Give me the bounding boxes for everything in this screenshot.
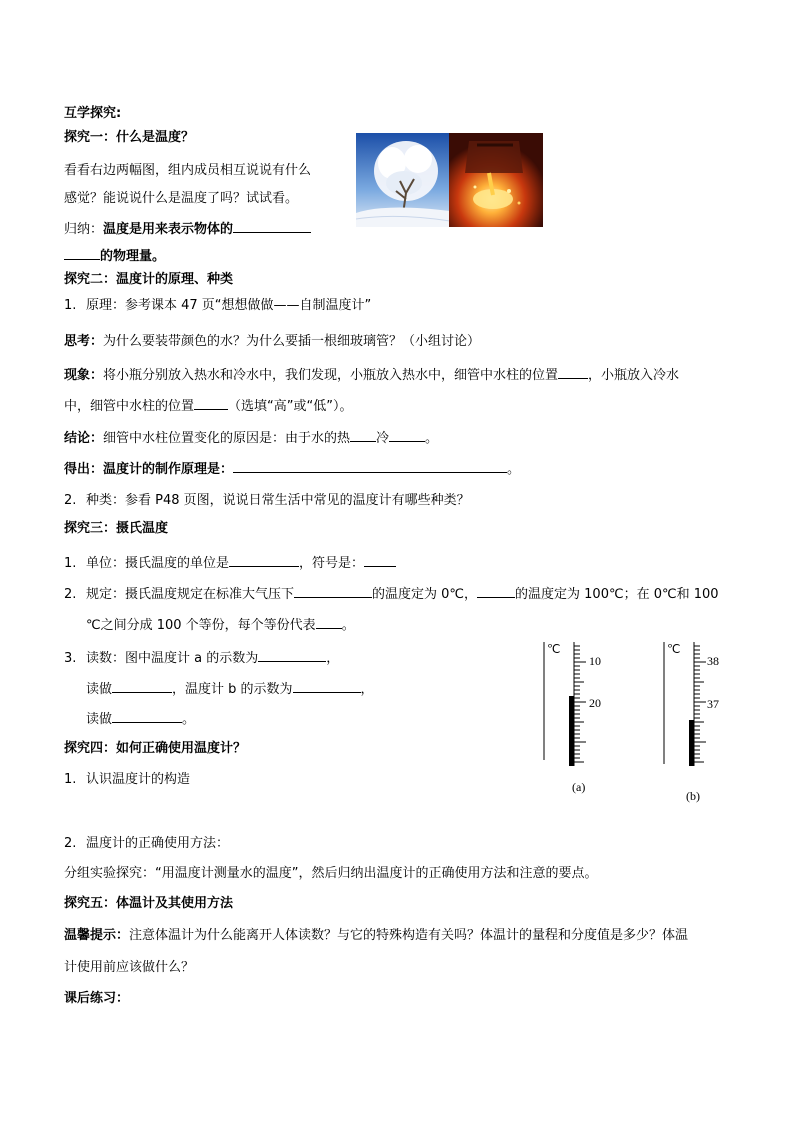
tip-text1: 注意体温计为什么能离开人体读数？与它的特殊构造有关吗？体温计的量程和分度值是多少？体温: [129, 928, 689, 943]
rule-blank-3[interactable]: [316, 614, 342, 629]
get-blank[interactable]: [233, 458, 507, 473]
therm-a-unit: ℃: [547, 642, 561, 656]
rule-blank-2[interactable]: [477, 583, 515, 598]
tip-line1: [64, 926, 688, 946]
unit-blank[interactable]: [229, 552, 299, 567]
rule-text2: 的温度定为 0℃，: [372, 587, 478, 602]
usage-line: [64, 834, 229, 854]
phenomenon-text1: 将小瓶分别放入热水和冷水中，我们发现，小瓶放入热水中，细管中水柱的位置: [103, 368, 559, 383]
read-blank-a-words[interactable]: [112, 678, 172, 693]
conclusion-blank[interactable]: [233, 218, 311, 233]
result-label: 结论：: [64, 431, 104, 446]
rule-num: 2.: [64, 587, 77, 602]
phenomenon-blank-cold[interactable]: [194, 395, 228, 410]
conclusion-label: 归纳：: [64, 222, 104, 237]
read-comma-2: ，: [360, 682, 374, 697]
read-line1: [64, 647, 339, 669]
item1-num: 1.: [64, 772, 77, 787]
result-text3: 。: [425, 431, 439, 446]
rule-text1: 规定：摄氏温度规定在标准大气压下: [86, 587, 295, 602]
phenomenon-text3: 中，细管中水柱的位置: [64, 399, 195, 414]
section3-title: 探究三：摄氏温度: [64, 521, 169, 536]
unit-text1: 单位：摄氏温度的单位是: [86, 556, 230, 571]
section1-line2: 感觉？能说说什么是温度了吗？试试看。: [64, 191, 299, 206]
read-text3: ，温度计 b 的示数为: [172, 682, 293, 697]
after-class-heading: 课后练习：: [64, 991, 130, 1006]
phenomenon-text2: ，小瓶放入冷水: [588, 368, 680, 383]
read-end: 。: [182, 712, 196, 727]
rule-text3: 的温度定为 100℃；在 0℃和 100: [515, 587, 719, 602]
read-line3: [86, 708, 195, 730]
read-line2: [86, 678, 374, 700]
mutual-heading: 互学探究:: [64, 106, 122, 121]
conclusion-text: 温度是用来表示物体的: [103, 222, 234, 237]
conclusion-tail: 的物理量。: [100, 249, 166, 264]
section1-conclusion-end: [64, 245, 165, 267]
rule-line2: [86, 614, 355, 636]
conclusion-blank-2[interactable]: [64, 245, 100, 260]
read-num: 3.: [64, 651, 77, 666]
section1-line1: 看看右边两幅图，组内成员相互说说有什么: [64, 163, 312, 178]
result-text2: 冷: [376, 431, 390, 446]
symbol-blank[interactable]: [364, 552, 396, 567]
therm-b-tick-top: 38: [707, 654, 719, 668]
tip-line2: 计使用前应该做什么？: [64, 960, 195, 975]
get-end: 。: [507, 462, 521, 477]
molten-metal-photo: [449, 133, 543, 227]
think-line: [64, 332, 480, 352]
section4-title: 探究四：如何正确使用温度计？: [64, 741, 247, 756]
item2-num: 2.: [64, 836, 77, 851]
result-blank-2[interactable]: [389, 427, 425, 442]
read-comma: ，: [326, 651, 340, 666]
therm-a-tick-bottom: 20: [589, 696, 601, 710]
result-text1: 细管中水柱位置变化的原因是：由于水的热: [103, 431, 351, 446]
result-line: [64, 427, 438, 449]
construct-line: [64, 770, 190, 790]
tip-label: 温馨提示：: [64, 928, 130, 943]
kinds-num: 2.: [64, 493, 77, 508]
thermometer-b: [660, 640, 730, 810]
principle-num: 1.: [64, 298, 77, 313]
kinds-text: 种类：参看 P48 页图，说说日常生活中常见的温度计有哪些种类？: [86, 493, 470, 508]
principle-line: [64, 296, 371, 316]
therm-a-caption: (a): [572, 780, 586, 794]
rule-line1: [64, 583, 719, 605]
principle-text: 原理：参考课本 47 页“想想做做——自制温度计”: [86, 298, 372, 313]
unit-num: 1.: [64, 556, 77, 571]
rule-text5: 。: [341, 618, 355, 633]
read-blank-b-words[interactable]: [112, 708, 182, 723]
kinds-line: [64, 491, 470, 511]
get-line: [64, 458, 520, 480]
phenomenon-label: 现象：: [64, 368, 104, 383]
rule-text4: ℃之间分成 100 个等份，每个等份代表: [86, 618, 316, 633]
think-text: 为什么要装带颜色的水？为什么要插一根细玻璃管？（小组讨论）: [103, 334, 481, 349]
group-experiment-line: 分组实验探究：“用温度计测量水的温度”，然后归纳出温度计的正确使用方法和注意的要点。: [64, 866, 598, 881]
therm-b-unit: ℃: [667, 642, 681, 656]
section2-title: 探究二：温度计的原理、种类: [64, 272, 234, 287]
read-text2: 读做: [86, 682, 113, 697]
section1-conclusion: [64, 218, 311, 240]
frost-tree-photo: [356, 133, 450, 227]
section5-title: 探究五：体温计及其使用方法: [64, 896, 234, 911]
get-label: 得出：: [64, 462, 104, 477]
phenomenon-line1: [64, 364, 679, 386]
read-text4: 读做: [86, 712, 113, 727]
read-text1: 读数：图中温度计 a 的示数为: [86, 651, 259, 666]
thermometer-a: [540, 640, 610, 800]
item1-text: 认识温度计的构造: [86, 772, 191, 787]
unit-line: [64, 552, 396, 574]
get-text: 温度计的制作原理是：: [103, 462, 234, 477]
read-blank-b-value[interactable]: [293, 678, 361, 693]
phenomenon-blank-hot[interactable]: [558, 364, 588, 379]
section1-title: 探究一：什么是温度？: [64, 130, 195, 145]
unit-text2: ，符号是：: [299, 556, 365, 571]
phenomenon-text4: （选填“高”或“低”）。: [228, 399, 353, 414]
therm-a-tick-top: 10: [589, 654, 601, 668]
read-blank-a-value[interactable]: [258, 647, 326, 662]
therm-b-caption: (b): [686, 789, 700, 803]
item2-text: 温度计的正确使用方法：: [86, 836, 230, 851]
think-label: 思考：: [64, 334, 104, 349]
result-blank-1[interactable]: [350, 427, 376, 442]
phenomenon-line2: [64, 395, 352, 417]
therm-b-tick-bottom: 37: [707, 697, 719, 711]
rule-blank-1[interactable]: [294, 583, 372, 598]
